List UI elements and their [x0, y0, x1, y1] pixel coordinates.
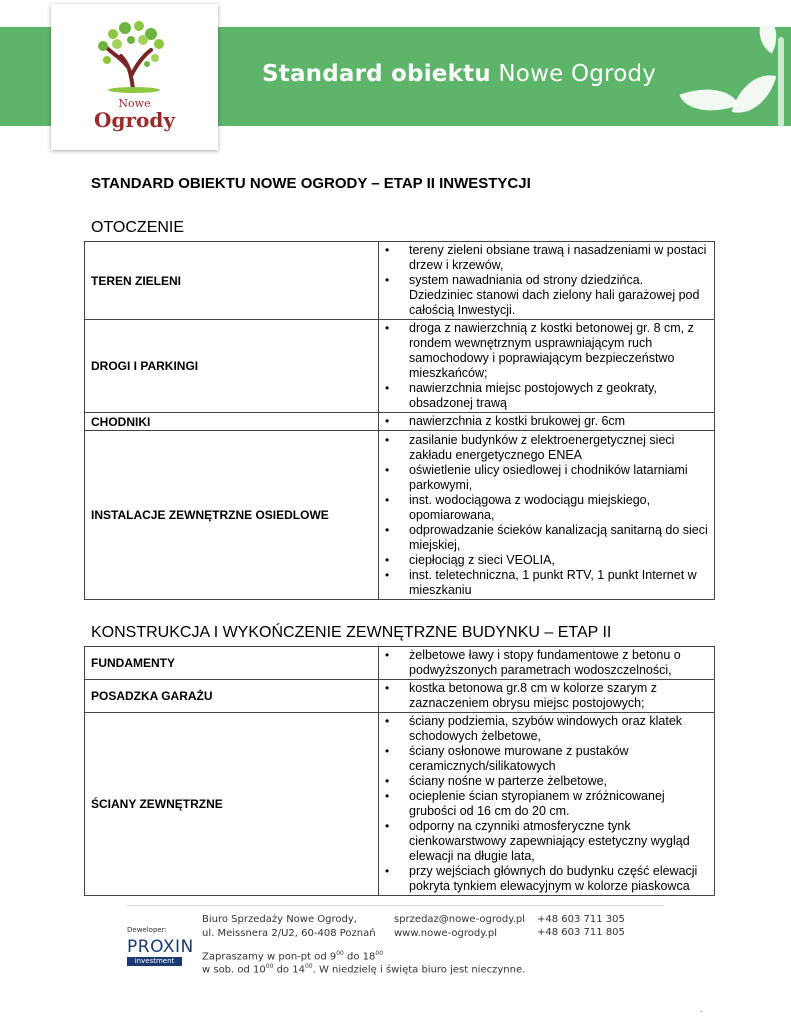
item-list	[379, 321, 710, 411]
row-label: POSADZKA GARAŻU	[85, 680, 379, 713]
row-label: ŚCIANY ZEWNĘTRZNE	[85, 713, 379, 896]
logo-text-nowe: Nowe	[118, 97, 151, 110]
row-label: TEREN ZIELENI	[85, 242, 379, 320]
table-row	[85, 242, 715, 320]
list-item: • odporny na czynniki atmosferyczne tynk cienkowarstwowy zapewniający estetyczny wygląd elewacji na długie lata,	[409, 819, 710, 864]
developer-logo: PROXIN	[127, 937, 194, 957]
table-row	[85, 713, 715, 896]
list-item: • droga z nawierzchnią z kostki betonowej gr. 8 cm, z rondem wewnętrznym usprawniającym ruch samochodowy i poprawiającym bezpieczeństwo mieszkańców;	[409, 321, 710, 381]
row-label: FUNDAMENTY	[85, 647, 379, 680]
item-list	[379, 714, 710, 894]
opening-hours-weekend: w sob. od $10^{00}$ do $14^{00}$. W niedzielę i święta biuro jest nieczynne.	[202, 963, 526, 976]
leaf-decoration-icon	[679, 77, 738, 123]
phone-1: +48 603 711 305	[537, 914, 625, 925]
email-link[interactable]: sprzedaz@nowe-ogrody.pl	[394, 914, 525, 925]
developer-logo-sub: investment	[127, 957, 182, 966]
table-row	[85, 431, 715, 600]
spec-table-konstrukcja	[84, 646, 715, 896]
website-link[interactable]: www.nowe-ogrody.pl	[394, 928, 497, 939]
banner-title: Standard obiektu Nowe Ogrody	[262, 61, 657, 87]
footer-divider	[127, 905, 664, 906]
row-label: DROGI I PARKINGI	[85, 320, 379, 413]
page-dot: .	[700, 1005, 703, 1014]
section-title-otoczenie: OTOCZENIE	[91, 219, 185, 236]
section-title-konstrukcja: KONSTRUKCJA I WYKOŃCZENIE ZEWNĘTRZNE BUDYNKU – ETAP II	[91, 624, 612, 641]
item-list	[379, 681, 710, 711]
item-list	[379, 243, 710, 318]
table-row	[85, 320, 715, 413]
list-item: • inst. teletechniczna, 1 punkt RTV, 1 punkt Internet w mieszkaniu	[409, 568, 710, 598]
row-label: CHODNIKI	[85, 413, 379, 431]
list-item: • nawierzchnia z kostki brukowej gr. 6cm	[409, 414, 710, 429]
list-item: • tereny zieleni obsiane trawą i nasadzeniami w postaci drzew i krzewów,	[409, 243, 710, 273]
office-address: ul. Meissnera 2/U2, 60-408 Poznań	[202, 928, 376, 939]
spec-table-otoczenie	[84, 241, 715, 600]
item-list	[379, 648, 710, 678]
leaf-decoration-icon	[732, 67, 777, 120]
row-label: INSTALACJE ZEWNĘTRZNE OSIEDLOWE	[85, 431, 379, 600]
table-row	[85, 647, 715, 680]
item-list	[379, 433, 710, 598]
list-item: • kostka betonowa gr.8 cm w kolorze szarym z zaznaczeniem obrysu miejsc postojowych;	[409, 681, 710, 711]
list-item: • ocieplenie ścian styropianem w zróżnicowanej grubości od 16 cm do 20 cm.	[409, 789, 710, 819]
logo-text-ogrody: Ogrody	[94, 108, 175, 132]
tree-logo-icon	[51, 4, 218, 99]
list-item: • przy wejściach głównych do budynku część elewacji pokryta tynkiem elewacyjnym w kolorze piaskowca	[409, 864, 710, 894]
item-list	[379, 414, 710, 429]
document-title: STANDARD OBIEKTU NOWE OGRODY – ETAP II INWESTYCJI	[91, 175, 531, 192]
list-item: • ściany nośne w parterze żelbetowe,	[409, 774, 710, 789]
list-item: • nawierzchnia miejsc postojowych z geokraty, obsadzonej trawą	[409, 381, 710, 411]
table-row	[85, 680, 715, 713]
logo	[51, 4, 218, 150]
list-item: • ciepłociąg z sieci VEOLIA,	[409, 553, 710, 568]
list-item: • ściany osłonowe murowane z pustaków ceramicznych/silikatowych	[409, 744, 710, 774]
opening-hours-weekdays: Zapraszamy w pon-pt od $9^{00}$ do $18^{00}$	[202, 950, 384, 963]
list-item: • oświetlenie ulicy osiedlowej i chodników latarniami parkowymi,	[409, 463, 710, 493]
list-item: • inst. wodociągowa z wodociągu miejskiego, opomiarowana,	[409, 493, 710, 523]
list-item: • zasilanie budynków z elektroenergetycznej sieci zakładu energetycznego ENEA	[409, 433, 710, 463]
list-item: • odprowadzanie ścieków kanalizacją sanitarną do sieci miejskiej,	[409, 523, 710, 553]
phone-2: +48 603 711 805	[537, 927, 625, 938]
office-name: Biuro Sprzedaży Nowe Ogrody,	[202, 914, 357, 925]
developer-label: Deweloper:	[127, 926, 167, 934]
list-item: • system nawadniania od strony dziedzińca. Dziedziniec stanowi dach zielony hali garażowej pod całością Inwestycji.	[409, 273, 710, 318]
list-item: • ściany podziemia, szybów windowych oraz klatek schodowych żelbetowe,	[409, 714, 710, 744]
table-row	[85, 413, 715, 431]
list-item: • żelbetowe ławy i stopy fundamentowe z betonu o podwyższonych parametrach wodoszczelności,	[409, 648, 710, 678]
leaf-decoration-icon	[778, 37, 784, 126]
